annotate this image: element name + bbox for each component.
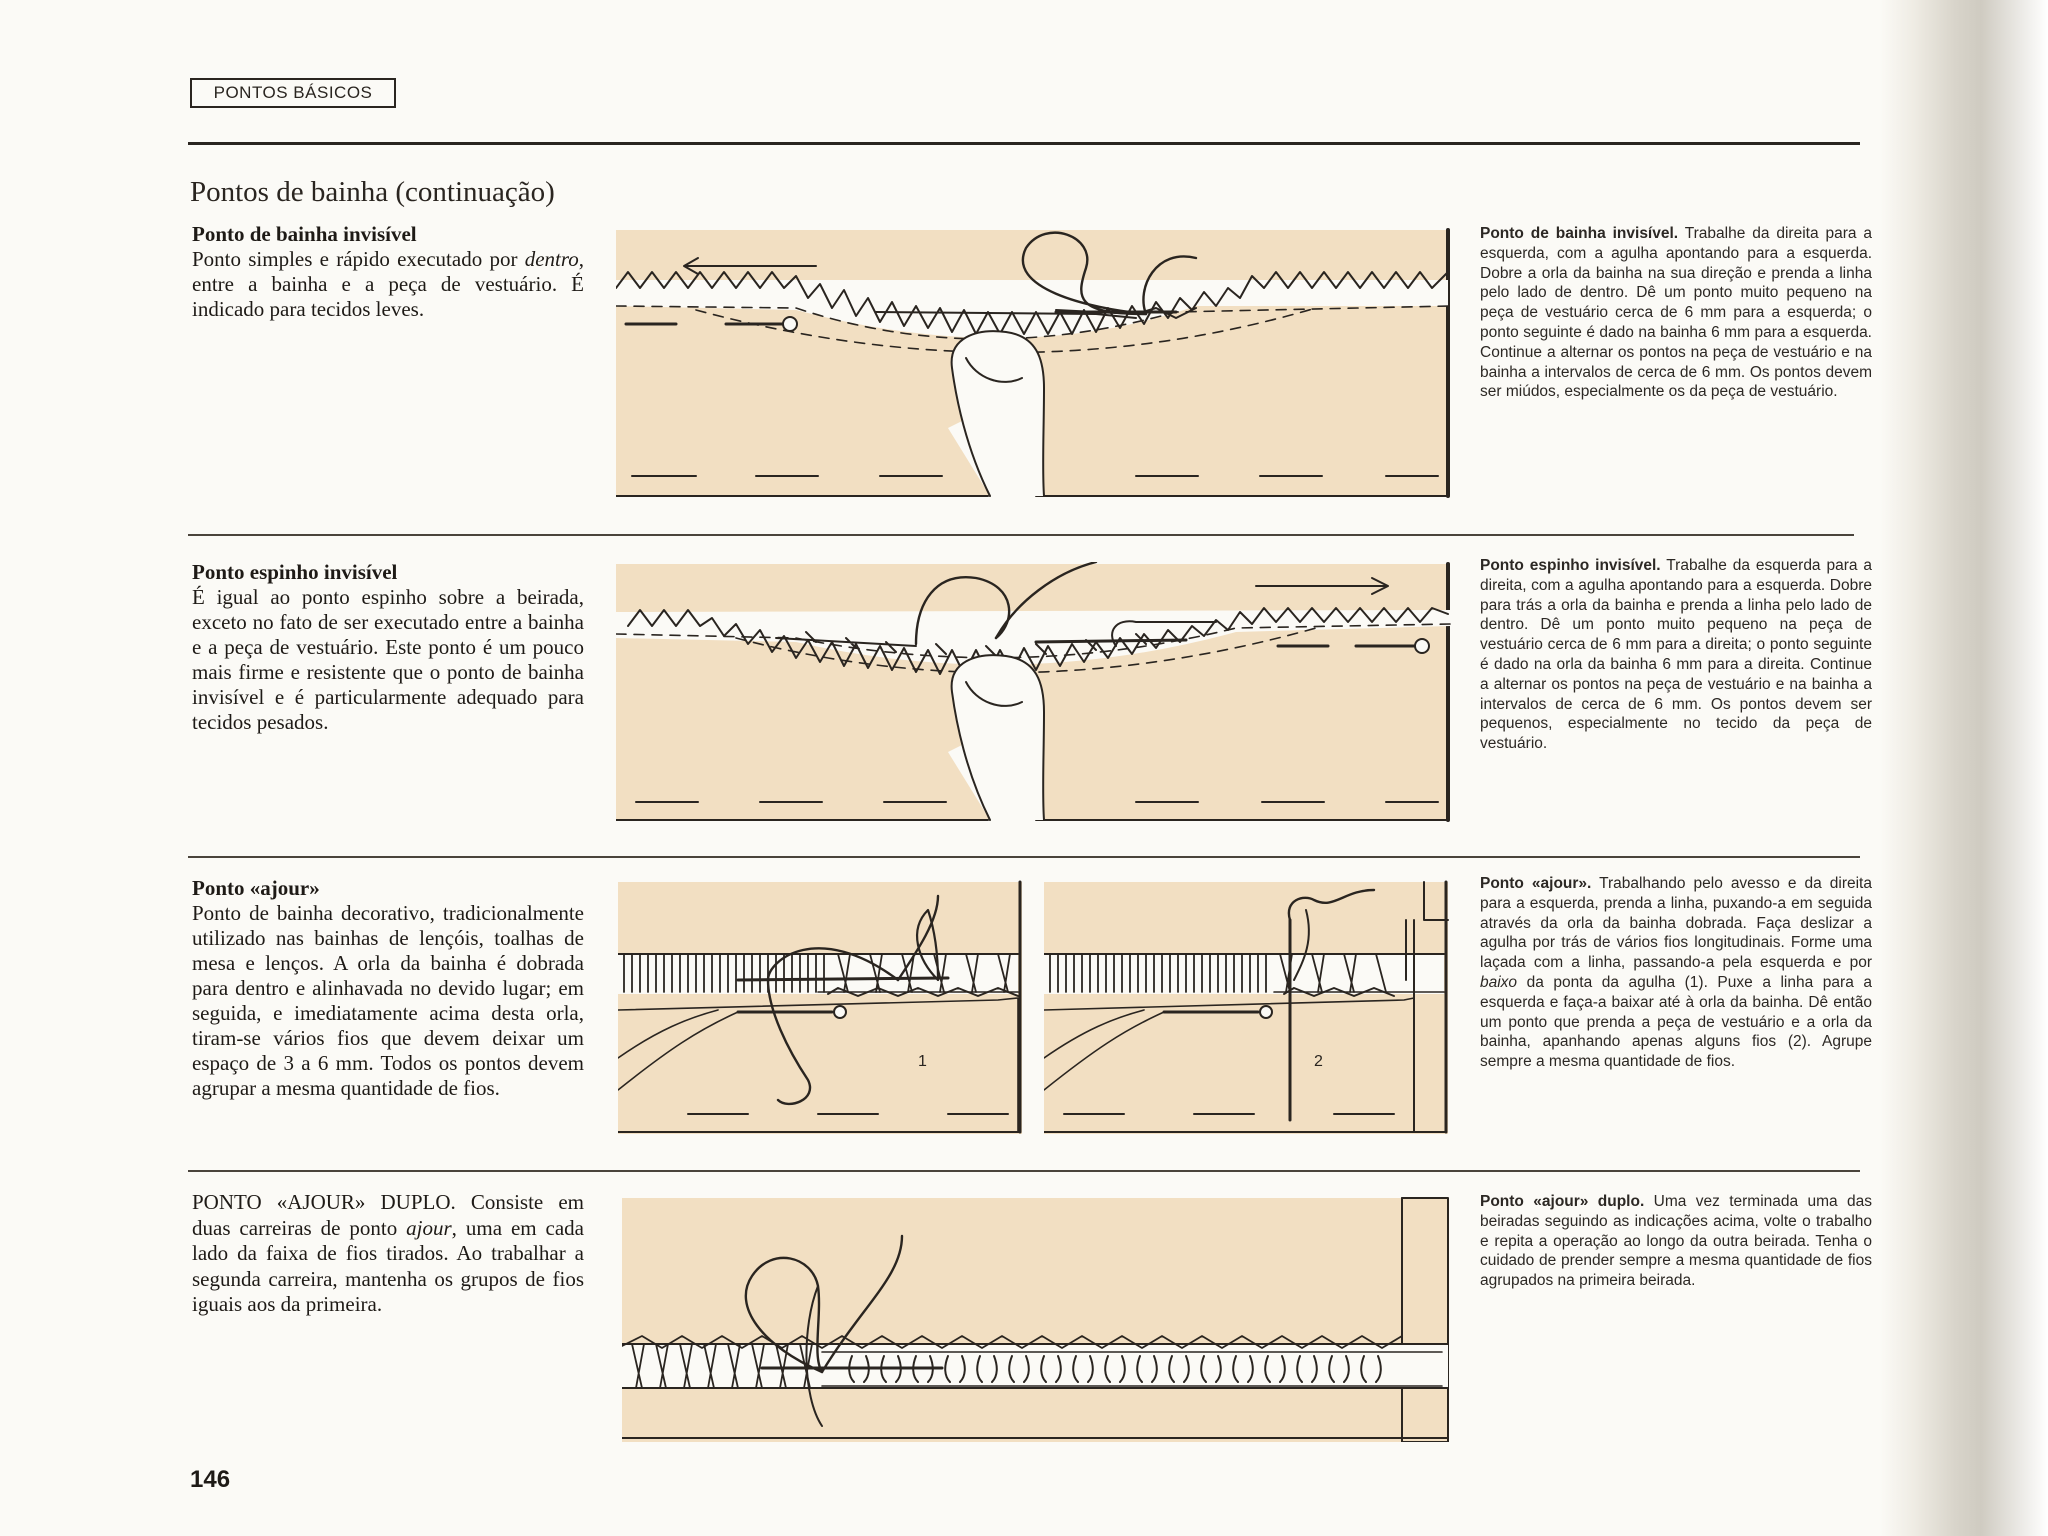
illustration-blind-catch-stitch — [616, 562, 1452, 824]
section-4-heading: PONTO «AJOUR» DUPLO. — [192, 1190, 456, 1214]
section-divider-2 — [188, 856, 1860, 858]
section-1-heading: Ponto de bainha invisível — [192, 222, 417, 246]
section-label: PONTOS BÁSICOS — [213, 83, 373, 102]
section-4-description — [1480, 1192, 1872, 1291]
section-3-heading: Ponto «ajour» — [192, 876, 320, 900]
section-3-description — [1480, 874, 1872, 1072]
section-1-side-heading: Ponto de bainha invisível. — [1480, 225, 1679, 242]
illustration-blind-hem-stitch — [616, 228, 1452, 500]
section-4-side-body: Uma vez terminada uma das beiradas seguindo as indicações acima, volte o trabalho e repita a operação ao longo da outra beirada. Tenha o cuidado de prender sempre a mesma quantidade de fios agrupados na primeira beirada. — [1480, 1193, 1873, 1290]
figure-label-2: 2 — [1314, 1053, 1323, 1070]
section-1-description — [1480, 224, 1872, 402]
section-2-text — [192, 560, 584, 735]
section-1-side-body: Trabalhe da direita para a esquerda, com a agulha apontando para a esquerda. Dobre a orla da bainha na sua direção e prenda a linha pelo lado de dentro. Dê um ponto muito pequeno na peça de vestuário cerca de 6 mm para a esquerda; o ponto seguinte é dado na bainha 6 mm para a esquerda. Continue a alternar os pontos na peça de vestuário e na bainha a intervalos de cerca de 6 mm. Os pontos devem ser miúdos, especialmente os da peça de vestuário. — [1480, 225, 1872, 401]
illustration-ajour-step-2 — [1044, 880, 1450, 1136]
book-spine-shadow — [1880, 0, 2048, 1536]
page-number: 146 — [190, 1466, 231, 1493]
figure-label-1: 1 — [918, 1053, 927, 1070]
section-3-side-heading: Ponto «ajour». — [1480, 875, 1592, 892]
section-divider-3 — [188, 1170, 1860, 1172]
section-4-side-heading: Ponto «ajour» duplo. — [1480, 1193, 1645, 1210]
section-3-body: Ponto de bainha decorativo, tradicionalmente utilizado nas bainhas de lençóis, toalhas de mesa e lenços. A orla da bainha é dobrada para dentro e alinhavada no devido lugar; em seguida, e imediatamente acima desta orla, tiram-se vários fios que devem deixar um espaço de 3 a 6 mm. Todos os pontos devem agrupar a mesma quantidade de fios. — [192, 901, 584, 1100]
page-title: Pontos de bainha (continuação) — [190, 176, 555, 208]
section-2-side-body: Trabalhe da esquerda para a direita, com a agulha apontando para a esquerda. Dobre para trás a orla da bainha e prenda a linha pelo lado de dentro. Dê um ponto muito pequeno na peça de vestuário cerca de 6 mm para a direita; o ponto seguinte é dado na orla da bainha 6 mm para a direita. Continue a alternar os pontos na peça de vestuário e na bainha a intervalos de cerca de 6 mm. Os pontos devem ser pequenos, especialmente no tecido da peça de vestuário. — [1480, 557, 1873, 753]
header-rule — [188, 142, 1860, 145]
section-2-heading: Ponto espinho invisível — [192, 560, 398, 584]
section-4-text — [192, 1190, 584, 1318]
section-1-text — [192, 222, 584, 322]
section-2-description — [1480, 556, 1872, 754]
section-divider-1 — [188, 534, 1854, 536]
section-label-box — [190, 78, 396, 108]
section-4-body: PONTO «AJOUR» DUPLO. Consiste em duas carreiras de ponto ajour, uma em cada lado da faixa de fios tirados. Ao trabalhar a segunda carreira, mantenha os grupos de fios iguais aos da primeira. — [192, 1190, 584, 1316]
illustration-ajour-step-1 — [618, 880, 1026, 1136]
section-3-text — [192, 876, 584, 1101]
section-2-body: É igual ao ponto espinho sobre a beirada, exceto no fato de ser executado entre a bainha e a peça de vestuário. Este ponto é um pouco mais firme e resistente que o ponto de bainha invisível e é particularmente adequado para tecidos pesados. — [192, 585, 584, 734]
section-3-side-body: Trabalhando pelo avesso e da direita para a esquerda, prenda a linha, puxando-a em seguida através da orla da bainha dobrada. Faça deslizar a agulha por trás de vários fios longitudinais. Forme uma laçada com a linha, passando-a pela esquerda e por baixo da ponta da agulha (1). Puxe a linha para a esquerda e faça-a baixar até à orla da bainha. Dê então um ponto que prenda a peça de vestuário e a orla da bainha, apanhando apenas alguns fios (2). Agrupe sempre a mesma quantidade de fios. — [1480, 875, 1872, 1071]
section-2-side-heading: Ponto espinho invisível. — [1480, 557, 1661, 574]
illustration-double-ajour — [622, 1196, 1452, 1442]
section-1-body: Ponto simples e rápido executado por dentro, entre a bainha e a peça de vestuário. É indicado para tecidos leves. — [192, 247, 584, 321]
